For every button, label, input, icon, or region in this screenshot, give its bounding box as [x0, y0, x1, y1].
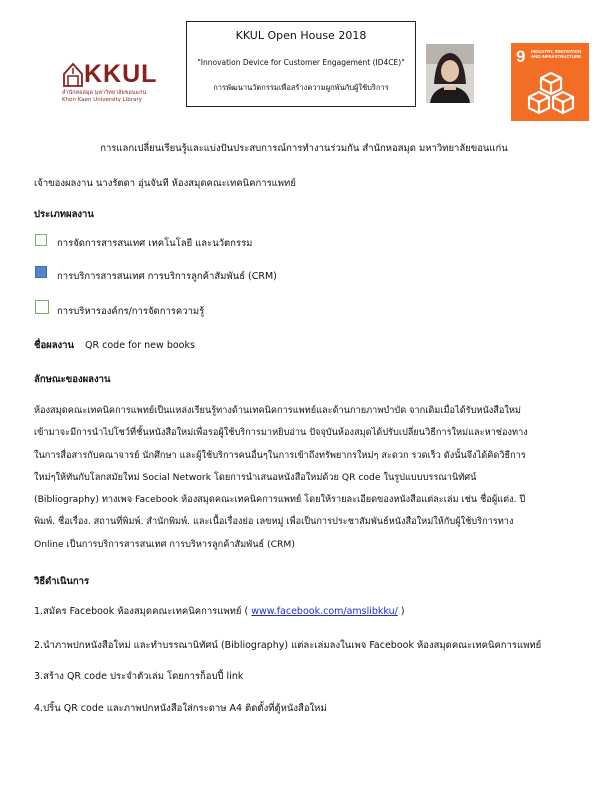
library-building-icon [62, 62, 84, 88]
logo-subtitle-thai: สำนักหอสมุด มหาวิทยาลัยขอนแก่น [62, 90, 147, 96]
category-label-1: การจัดการสารสนเทศ เทคโนโลยี และนวัตกรรม [57, 238, 253, 249]
category-label-2: การบริการสารสนเทศ การบริการลูกค้าสัมพันธ์ (CRM) [57, 271, 277, 282]
logo-subtitle-english: Khon Kaen University Library [62, 97, 142, 103]
kkul-logo [62, 60, 174, 104]
category-checkbox-3 [35, 300, 49, 314]
event-header-box [186, 21, 416, 107]
step-4: 4.ปริ้น QR code และภาพปกหนังสือใส่กระดาษ A4 ติดตั้งที่ตู้หนังสือใหม่ [34, 703, 327, 714]
description-line: เข้ามาจะมีการนำไปโชว์ที่ชั้นหนังสือใหม่เพื่อรอผู้ใช้บริการมาหยิบอ่าน ปัจจุบันห้องสมุดได้ปรับเปลี่ยนวิธีการใหม่และหาช่องทาง [34, 427, 528, 439]
work-name-label: ชื่อผลงาน [34, 340, 75, 351]
description-line: ในการสื่อสารกับคณาจารย์ นักศึกษา และผู้ใช้บริการคนอื่นๆในการเข้าถึงทรัพยากรใหม่ๆ สะดวก รวดเร็ว ดังนั้นจึงได้คิดวิธีการ [34, 449, 526, 461]
sdg-9-icon [511, 43, 589, 121]
logo-text: KKUL [84, 60, 158, 88]
cubes-icon [525, 71, 577, 115]
description-line: ใหม่ๆให้ทันกับโลกสมัยใหม่ Social Network โดยการนำเสนอหนังสือใหม่ด้วย QR code ในรูปแบบบรรณานิทัศน์ [34, 471, 477, 483]
category-heading: ประเภทผลงาน [34, 209, 94, 220]
description-paragraph [34, 400, 574, 556]
owner-line: เจ้าของผลงาน นางรัตดา อุ่นจันที ห้องสมุดคณะเทคนิคการแพทย์ [34, 178, 296, 189]
method-heading: วิธีดำเนินการ [34, 576, 90, 587]
step-1 [34, 605, 405, 618]
step-3: 3.สร้าง QR code ประจำตัวเล่ม โดยการก็อบปี้ link [34, 671, 244, 682]
category-label-3: การบริหารองค์กร/การจัดการความรู้ [57, 306, 205, 317]
facebook-link[interactable]: www.facebook.com/amslibkku/ [251, 606, 398, 617]
document-title: การแลกเปลี่ยนเรียนรู้และแบ่งปันประสบการณ์การทำงานร่วมกัน สำนักหอสมุด มหาวิทยาลัยขอนแก่น [100, 143, 508, 154]
work-name-row [34, 339, 195, 352]
event-subtitle: "Innovation Device for Customer Engagement (ID4CE)" [197, 58, 405, 67]
author-photo [426, 44, 474, 103]
sdg-number: 9 [516, 47, 526, 66]
description-line: พิมพ์. ชื่อเรื่อง. สถานที่พิมพ์. สำนักพิมพ์. และเนื้อเรื่องย่อ เลขหมู่ เพื่อเป็นการประชาสัมพันธ์หนังสือใหม่ให้กับผู้ใช้บริการทาง [34, 516, 514, 528]
step-1-text: 1.สมัคร Facebook ห้องสมุดคณะเทคนิคการแพทย์ ( [34, 606, 252, 617]
step-2: 2.นำภาพปกหนังสือใหม่ และทำบรรณานิทัศน์ (Bibliography) แต่ละเล่มลงในเพจ Facebook ห้องสมุดคณะเทคนิคการแพทย์ [34, 640, 542, 651]
description-line: (Bibliography) ทางเพจ Facebook ห้องสมุดคณะเทคนิคการแพทย์ โดยให้รายละเอียดของหนังสือแต่ละเล่ม เช่น ชื่อผู้แต่ง. ปี [34, 494, 526, 506]
work-name-value: QR code for new books [85, 340, 195, 351]
sdg-label: INDUSTRY, INNOVATION AND INFRASTRUCTURE [531, 49, 582, 59]
characteristics-heading: ลักษณะของผลงาน [34, 374, 111, 385]
description-line: Online เป็นการบริการสารสนเทศ การบริหารลูกค้าสัมพันธ์ (CRM) [34, 538, 295, 550]
event-title: KKUL Open House 2018 [235, 29, 367, 42]
description-line: ห้องสมุดคณะเทคนิคการแพทย์เป็นแหล่งเรียนรู้ทางด้านเทคนิคการแพทย์และด้านกายภาพบำบัด จากเดิมเมื่อได้รับหนังสือใหม่ [34, 405, 521, 416]
category-checkbox-2 [35, 266, 47, 278]
category-checkbox-1 [35, 234, 47, 246]
step-1-suffix: ) [397, 606, 405, 617]
event-thai-line: การพัฒนานวัตกรรมเพื่อสร้างความผูกพันกับผู้ใช้บริการ [213, 83, 389, 92]
